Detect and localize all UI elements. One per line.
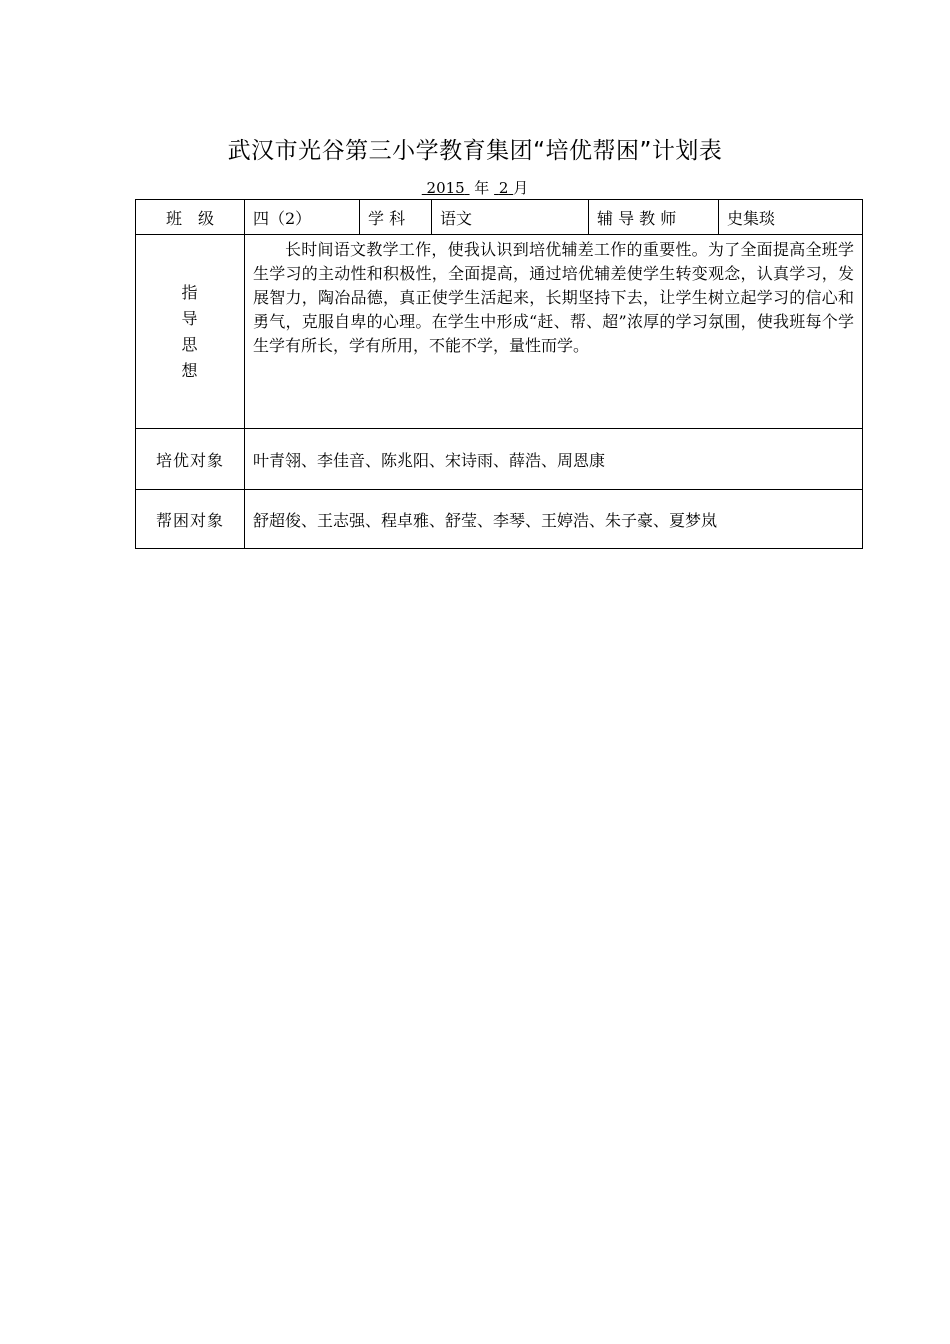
support-row [136, 490, 863, 549]
class-value: 四（2） [245, 200, 360, 235]
teacher-value: 史集琰 [719, 200, 863, 235]
plan-date [0, 177, 950, 198]
date-year: 2015 [426, 179, 465, 197]
subject-value: 语文 [432, 200, 589, 235]
date-year-unit: 年 [474, 179, 490, 197]
support-label: 帮困对象 [136, 490, 245, 549]
guide-label-char: 导 [181, 308, 199, 328]
gifted-label: 培优对象 [136, 429, 245, 490]
guide-text-cell [245, 235, 863, 429]
guide-row [136, 235, 863, 429]
gifted-row [136, 429, 863, 490]
date-month-unit: 月 [513, 179, 529, 197]
document-title: 武汉市光谷第三小学教育集团“培优帮困”计划表 [227, 138, 723, 164]
class-label: 班 级 [136, 200, 245, 235]
guide-label-char: 指 [181, 282, 199, 302]
header-row [136, 200, 863, 235]
guide-label-char: 想 [181, 360, 199, 380]
guide-text: 长时间语文教学工作，使我认识到培优辅差工作的重要性。为了全面提高全班学生学习的主动性和积极性，全面提高，通过培优辅差使学生转变观念，认真学习，发展智力，陶冶品德，真正使学生活起来，长期坚持下去，让学生树立起学习的信心和勇气，克服自卑的心理。在学生中形成“赶、帮、超”浓厚的学习氛围，使我班每个学生学有所长，学有所用，不能不学，量性而学。 [253, 240, 854, 355]
guide-label [136, 235, 245, 429]
gifted-value: 叶青翎、李佳音、陈兆阳、宋诗雨、薛浩、周恩康 [245, 429, 863, 490]
date-month: 2 [498, 179, 509, 197]
plan-table [135, 199, 863, 549]
support-value: 舒超俊、王志强、程卓雅、舒莹、李琴、王婷浩、朱子豪、夏梦岚 [245, 490, 863, 549]
teacher-label: 辅 导 教 师 [589, 200, 719, 235]
guide-label-char: 思 [181, 334, 199, 354]
subject-label: 学 科 [360, 200, 432, 235]
